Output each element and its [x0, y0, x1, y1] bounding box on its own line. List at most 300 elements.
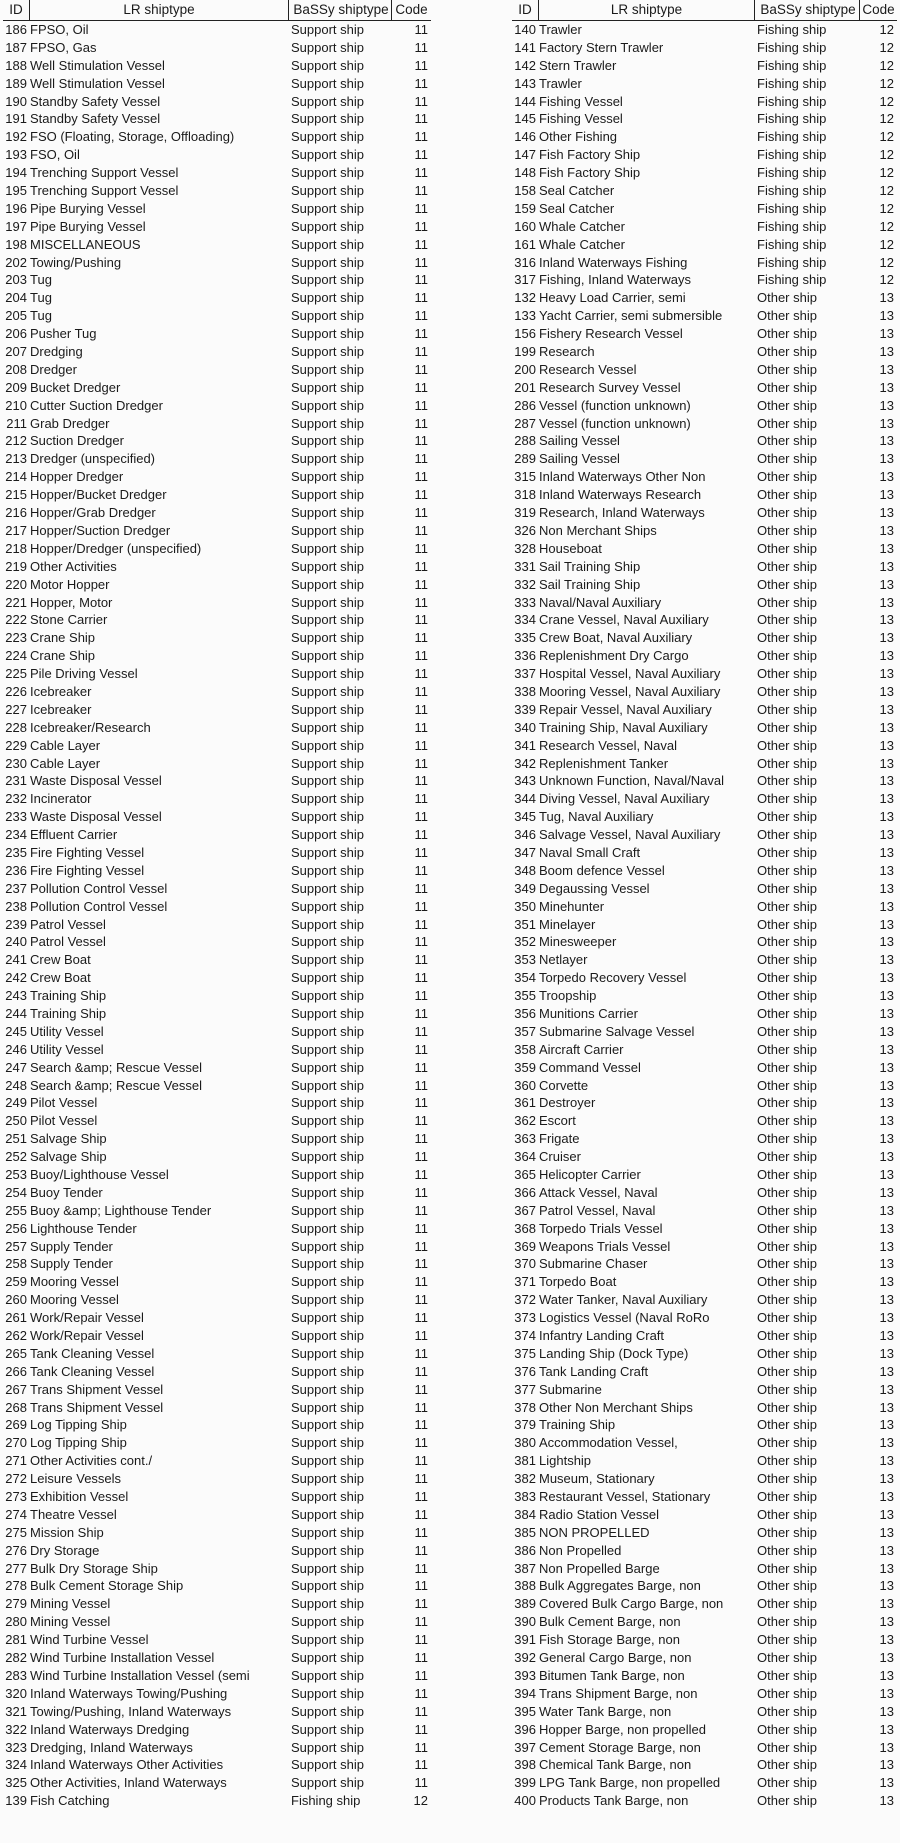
cell-lr-shiptype: Hopper/Dredger (unspecified) [30, 540, 202, 556]
table-row [3, 1381, 431, 1399]
cell-lr-shiptype: Fish Factory Ship [539, 147, 641, 163]
cell-code: 11 [414, 988, 428, 1004]
cell-bassy-shiptype: Support ship [291, 326, 364, 342]
table-row [512, 1488, 897, 1506]
cell-id: 391 [514, 1632, 536, 1648]
cell-bassy-shiptype: Other ship [757, 558, 817, 574]
cell-bassy-shiptype: Other ship [757, 1471, 817, 1487]
table-row [3, 432, 431, 450]
cell-bassy-shiptype: Other ship [757, 1650, 817, 1666]
cell-id: 139 [5, 1793, 27, 1809]
table-row [512, 1023, 897, 1041]
table-row [512, 1613, 897, 1631]
cell-id: 358 [514, 1041, 536, 1057]
cell-bassy-shiptype: Other ship [757, 970, 817, 986]
cell-lr-shiptype: Whale Catcher [539, 218, 625, 234]
cell-lr-shiptype: Mining Vessel [30, 1614, 111, 1630]
cell-bassy-shiptype: Support ship [291, 1184, 364, 1200]
cell-code: 13 [879, 451, 894, 467]
cell-lr-shiptype: Frigate [539, 1131, 580, 1147]
table-row [512, 432, 897, 450]
cell-id: 254 [5, 1184, 27, 1200]
table-row [512, 397, 897, 415]
cell-id: 382 [514, 1471, 536, 1487]
cell-id: 161 [514, 236, 536, 252]
cell-lr-shiptype: Water Tanker, Naval Auxiliary [539, 1292, 708, 1308]
cell-lr-shiptype: Crew Boat, Naval Auxiliary [539, 630, 693, 646]
cell-lr-shiptype: Fire Fighting Vessel [30, 844, 145, 860]
table-row [3, 1238, 431, 1256]
cell-bassy-shiptype: Support ship [291, 755, 364, 771]
cell-bassy-shiptype: Support ship [291, 1685, 364, 1701]
cell-lr-shiptype: Bulk Cement Storage Ship [30, 1578, 184, 1594]
cell-id: 199 [514, 344, 536, 360]
cell-code: 13 [879, 666, 894, 682]
cell-id: 355 [514, 988, 536, 1004]
cell-bassy-shiptype: Other ship [757, 988, 817, 1004]
cell-id: 335 [514, 630, 536, 646]
cell-id: 398 [514, 1757, 536, 1773]
cell-lr-shiptype: Vessel (function unknown) [539, 397, 691, 413]
cell-id: 394 [514, 1685, 536, 1701]
cell-id: 244 [5, 1005, 27, 1021]
cell-code: 13 [879, 308, 894, 324]
table-row [512, 361, 897, 379]
cell-code: 11 [414, 272, 428, 288]
cell-lr-shiptype: Munitions Carrier [539, 1005, 638, 1021]
cell-id: 232 [5, 791, 27, 807]
cell-lr-shiptype: Icebreaker/Research [30, 719, 151, 735]
cell-id: 265 [5, 1345, 27, 1361]
table-row [3, 1023, 431, 1041]
cell-lr-shiptype: FSO (Floating, Storage, Offloading) [30, 129, 235, 145]
cell-bassy-shiptype: Fishing ship [757, 129, 827, 145]
cell-id: 389 [514, 1596, 536, 1612]
cell-code: 13 [879, 1739, 894, 1755]
table-row [512, 1595, 897, 1613]
cell-code: 13 [879, 880, 894, 896]
cell-code: 13 [879, 916, 894, 932]
cell-code: 11 [414, 701, 428, 717]
cell-code: 11 [414, 469, 428, 485]
cell-id: 286 [514, 397, 536, 413]
cell-bassy-shiptype: Other ship [757, 433, 817, 449]
cell-lr-shiptype: Wind Turbine Installation Vessel (semi [30, 1667, 250, 1683]
cell-bassy-shiptype: Other ship [757, 612, 817, 628]
cell-bassy-shiptype: Other ship [757, 1202, 817, 1218]
cell-lr-shiptype: Other Activities [30, 558, 117, 574]
cell-code: 11 [414, 22, 428, 37]
cell-code: 11 [414, 487, 428, 503]
cell-bassy-shiptype: Support ship [291, 1220, 364, 1236]
header-lr-shiptype: LR shiptype [539, 0, 755, 20]
cell-code: 11 [414, 1292, 428, 1308]
header-id: ID [3, 0, 30, 20]
cell-id: 203 [5, 272, 27, 288]
cell-id: 385 [514, 1524, 536, 1540]
cell-id: 234 [5, 827, 27, 843]
cell-bassy-shiptype: Other ship [757, 344, 817, 360]
cell-lr-shiptype: Dredging [30, 344, 83, 360]
table-row [512, 75, 897, 93]
cell-code: 13 [879, 701, 894, 717]
cell-lr-shiptype: MISCELLANEOUS [30, 236, 141, 252]
table-row [3, 719, 431, 737]
cell-bassy-shiptype: Support ship [291, 1077, 364, 1093]
cell-lr-shiptype: Crew Boat [30, 952, 91, 968]
table-row [3, 128, 431, 146]
table-row [3, 1577, 431, 1595]
cell-id: 277 [5, 1560, 27, 1576]
cell-code: 13 [879, 1202, 894, 1218]
cell-code: 11 [414, 844, 428, 860]
cell-lr-shiptype: Waste Disposal Vessel [30, 809, 162, 825]
cell-code: 11 [414, 129, 428, 145]
cell-id: 345 [514, 809, 536, 825]
table-row [512, 325, 897, 343]
table-header [512, 0, 897, 21]
cell-lr-shiptype: Bulk Cement Barge, non [539, 1614, 681, 1630]
cell-id: 375 [514, 1345, 536, 1361]
cell-bassy-shiptype: Support ship [291, 630, 364, 646]
cell-bassy-shiptype: Other ship [757, 827, 817, 843]
cell-code: 12 [879, 75, 894, 91]
cell-bassy-shiptype: Other ship [757, 576, 817, 592]
table-row [512, 504, 897, 522]
table-row [3, 540, 431, 558]
ship-table-right [512, 0, 897, 1810]
cell-id: 192 [5, 129, 27, 145]
cell-code: 11 [414, 1435, 428, 1451]
cell-lr-shiptype: Towing/Pushing [30, 254, 122, 270]
cell-lr-shiptype: Dry Storage [30, 1542, 100, 1558]
table-row [3, 1363, 431, 1381]
cell-id: 371 [514, 1274, 536, 1290]
cell-code: 11 [414, 683, 428, 699]
table-row [512, 39, 897, 57]
cell-id: 210 [5, 397, 27, 413]
cell-code: 11 [414, 397, 428, 413]
cell-bassy-shiptype: Other ship [757, 1256, 817, 1272]
cell-lr-shiptype: Inland Waterways Dredging [30, 1721, 190, 1737]
cell-id: 243 [5, 988, 27, 1004]
cell-code: 11 [414, 522, 428, 538]
cell-lr-shiptype: Stern Trawler [539, 57, 617, 73]
cell-lr-shiptype: Leisure Vessels [30, 1471, 122, 1487]
cell-bassy-shiptype: Support ship [291, 183, 364, 199]
cell-id: 272 [5, 1471, 27, 1487]
cell-bassy-shiptype: Other ship [757, 1041, 817, 1057]
cell-lr-shiptype: Sailing Vessel [539, 433, 620, 449]
cell-bassy-shiptype: Support ship [291, 1041, 364, 1057]
cell-bassy-shiptype: Other ship [757, 1059, 817, 1075]
cell-bassy-shiptype: Fishing ship [291, 1793, 361, 1809]
cell-bassy-shiptype: Other ship [757, 934, 817, 950]
cell-code: 11 [414, 1650, 428, 1666]
table-row [512, 969, 897, 987]
cell-bassy-shiptype: Other ship [757, 1363, 817, 1379]
cell-lr-shiptype: Seal Catcher [539, 200, 615, 216]
cell-lr-shiptype: Hopper/Grab Dredger [30, 505, 156, 521]
table-row [3, 218, 431, 236]
cell-bassy-shiptype: Fishing ship [757, 93, 827, 109]
cell-lr-shiptype: Bitumen Tank Barge, non [539, 1667, 685, 1683]
cell-code: 13 [879, 469, 894, 485]
cell-id: 158 [514, 183, 536, 199]
table-row [3, 1739, 431, 1757]
cell-bassy-shiptype: Other ship [757, 290, 817, 306]
cell-id: 346 [514, 827, 536, 843]
cell-code: 13 [879, 1596, 894, 1612]
cell-lr-shiptype: Diving Vessel, Naval Auxiliary [539, 791, 710, 807]
cell-bassy-shiptype: Other ship [757, 540, 817, 556]
cell-code: 11 [414, 254, 428, 270]
cell-id: 256 [5, 1220, 27, 1236]
cell-bassy-shiptype: Other ship [757, 1238, 817, 1254]
cell-lr-shiptype: Other Fishing [539, 129, 618, 145]
cell-bassy-shiptype: Other ship [757, 737, 817, 753]
cell-bassy-shiptype: Support ship [291, 827, 364, 843]
table-row [3, 1112, 431, 1130]
cell-code: 11 [414, 1023, 428, 1039]
table-row [512, 1255, 897, 1273]
table-row [512, 629, 897, 647]
cell-code: 13 [879, 1453, 894, 1469]
table-row [512, 1041, 897, 1059]
table-row [512, 415, 897, 433]
cell-lr-shiptype: Helicopter Carrier [539, 1167, 641, 1182]
cell-bassy-shiptype: Support ship [291, 147, 364, 163]
cell-code: 11 [414, 1614, 428, 1630]
table-row [3, 1631, 431, 1649]
cell-lr-shiptype: Crane Vessel, Naval Auxiliary [539, 612, 709, 628]
cell-code: 11 [414, 612, 428, 628]
cell-code: 13 [879, 397, 894, 413]
cell-code: 11 [414, 809, 428, 825]
cell-bassy-shiptype: Fishing ship [757, 183, 827, 199]
cell-id: 322 [5, 1721, 27, 1737]
cell-id: 215 [5, 487, 27, 503]
cell-bassy-shiptype: Fishing ship [757, 147, 827, 163]
cell-id: 246 [5, 1041, 27, 1057]
cell-bassy-shiptype: Other ship [757, 1739, 817, 1755]
cell-bassy-shiptype: Other ship [757, 326, 817, 342]
cell-code: 11 [414, 1095, 428, 1111]
cell-lr-shiptype: Whale Catcher [539, 236, 625, 252]
cell-id: 318 [514, 487, 536, 503]
cell-bassy-shiptype: Support ship [291, 1167, 364, 1182]
cell-id: 224 [5, 648, 27, 664]
cell-code: 11 [414, 1238, 428, 1254]
table-row [512, 1184, 897, 1202]
cell-id: 359 [514, 1059, 536, 1075]
cell-code: 11 [414, 1667, 428, 1683]
cell-bassy-shiptype: Other ship [757, 1542, 817, 1558]
cell-id: 204 [5, 290, 27, 306]
cell-bassy-shiptype: Support ship [291, 1005, 364, 1021]
cell-id: 351 [514, 916, 536, 932]
cell-lr-shiptype: Pipe Burying Vessel [30, 218, 146, 234]
table-row [512, 450, 897, 468]
cell-id: 377 [514, 1381, 536, 1397]
table-row [3, 504, 431, 522]
cell-bassy-shiptype: Support ship [291, 1739, 364, 1755]
table-row [3, 665, 431, 683]
cell-id: 336 [514, 648, 536, 664]
cell-lr-shiptype: Naval Small Craft [539, 844, 641, 860]
cell-lr-shiptype: Salvage Ship [30, 1149, 107, 1165]
table-row [512, 1399, 897, 1417]
table-row [3, 1470, 431, 1488]
cell-id: 324 [5, 1757, 27, 1773]
cell-code: 11 [414, 93, 428, 109]
table-row [512, 701, 897, 719]
table-row [3, 1488, 431, 1506]
cell-lr-shiptype: Sailing Vessel [539, 451, 620, 467]
cell-code: 11 [414, 1757, 428, 1773]
cell-lr-shiptype: Mission Ship [30, 1524, 104, 1540]
cell-code: 11 [414, 308, 428, 324]
cell-id: 160 [514, 218, 536, 234]
table-row [512, 1506, 897, 1524]
cell-code: 13 [879, 1292, 894, 1308]
cell-lr-shiptype: Replenishment Dry Cargo [539, 648, 689, 664]
table-row [3, 1649, 431, 1667]
table-row [3, 594, 431, 612]
cell-bassy-shiptype: Support ship [291, 1095, 364, 1111]
cell-id: 231 [5, 773, 27, 789]
cell-id: 333 [514, 594, 536, 610]
table-row [512, 343, 897, 361]
cell-bassy-shiptype: Support ship [291, 1435, 364, 1451]
table-row [512, 558, 897, 576]
cell-lr-shiptype: Seal Catcher [539, 183, 615, 199]
cell-lr-shiptype: Heavy Load Carrier, semi [539, 290, 686, 306]
cell-lr-shiptype: Fire Fighting Vessel [30, 862, 145, 878]
cell-code: 11 [414, 916, 428, 932]
cell-id: 282 [5, 1650, 27, 1666]
cell-bassy-shiptype: Other ship [757, 1131, 817, 1147]
cell-bassy-shiptype: Support ship [291, 290, 364, 306]
cell-lr-shiptype: Troopship [539, 988, 597, 1004]
cell-lr-shiptype: Suction Dredger [30, 433, 124, 449]
cell-id: 266 [5, 1363, 27, 1379]
cell-code: 12 [879, 22, 894, 37]
cell-id: 142 [514, 57, 536, 73]
cell-code: 11 [414, 344, 428, 360]
cell-code: 13 [879, 1381, 894, 1397]
table-row [512, 1416, 897, 1434]
cell-bassy-shiptype: Support ship [291, 1650, 364, 1666]
cell-bassy-shiptype: Support ship [291, 469, 364, 485]
cell-id: 255 [5, 1202, 27, 1218]
cell-lr-shiptype: Naval/Naval Auxiliary [539, 594, 662, 610]
ship-table-left [3, 0, 431, 1810]
cell-lr-shiptype: Command Vessel [539, 1059, 641, 1075]
cell-id: 325 [5, 1775, 27, 1791]
cell-lr-shiptype: Buoy/Lighthouse Vessel [30, 1167, 169, 1182]
cell-code: 11 [414, 1041, 428, 1057]
cell-code: 11 [414, 755, 428, 771]
table-row [3, 1166, 431, 1184]
cell-bassy-shiptype: Fishing ship [757, 22, 827, 37]
cell-bassy-shiptype: Support ship [291, 1113, 364, 1129]
table-row [3, 289, 431, 307]
table-row [512, 1291, 897, 1309]
cell-code: 13 [879, 970, 894, 986]
cell-code: 13 [879, 1220, 894, 1236]
cell-code: 11 [414, 1506, 428, 1522]
table-row [3, 1148, 431, 1166]
cell-id: 328 [514, 540, 536, 556]
table-row [512, 1649, 897, 1667]
cell-id: 339 [514, 701, 536, 717]
cell-bassy-shiptype: Support ship [291, 1453, 364, 1469]
cell-bassy-shiptype: Support ship [291, 1023, 364, 1039]
cell-bassy-shiptype: Support ship [291, 1256, 364, 1272]
cell-bassy-shiptype: Other ship [757, 719, 817, 735]
cell-id: 362 [514, 1113, 536, 1129]
table-row [512, 164, 897, 182]
cell-id: 364 [514, 1149, 536, 1165]
cell-code: 13 [879, 1632, 894, 1648]
table-row [512, 1345, 897, 1363]
cell-code: 11 [414, 719, 428, 735]
table-row [512, 790, 897, 808]
table-row [3, 1202, 431, 1220]
cell-lr-shiptype: Incinerator [30, 791, 92, 807]
cell-code: 11 [414, 326, 428, 342]
cell-lr-shiptype: Museum, Stationary [539, 1471, 655, 1487]
cell-lr-shiptype: Logistics Vessel (Naval RoRo [539, 1310, 710, 1326]
cell-lr-shiptype: Trawler [539, 22, 582, 37]
cell-code: 13 [879, 379, 894, 395]
cell-id: 239 [5, 916, 27, 932]
cell-code: 13 [879, 1506, 894, 1522]
cell-code: 11 [414, 200, 428, 216]
cell-lr-shiptype: Trenching Support Vessel [30, 183, 179, 199]
cell-id: 386 [514, 1542, 536, 1558]
cell-code: 11 [414, 379, 428, 395]
cell-id: 193 [5, 147, 27, 163]
cell-bassy-shiptype: Support ship [291, 272, 364, 288]
cell-id: 208 [5, 361, 27, 377]
cell-code: 13 [879, 1775, 894, 1791]
cell-id: 289 [514, 451, 536, 467]
cell-id: 274 [5, 1506, 27, 1522]
table-row [512, 540, 897, 558]
cell-lr-shiptype: Mooring Vessel [30, 1274, 119, 1290]
cell-lr-shiptype: Tug [30, 272, 52, 288]
cell-code: 11 [414, 1685, 428, 1701]
cell-bassy-shiptype: Other ship [757, 1167, 817, 1182]
cell-bassy-shiptype: Fishing ship [757, 272, 827, 288]
cell-code: 12 [879, 93, 894, 109]
cell-lr-shiptype: Trans Shipment Vessel [30, 1399, 164, 1415]
table-row [3, 701, 431, 719]
table-row [512, 1739, 897, 1757]
table-row [3, 1399, 431, 1417]
table-row [512, 1130, 897, 1148]
cell-id: 392 [514, 1650, 536, 1666]
cell-lr-shiptype: Fishery Research Vessel [539, 326, 683, 342]
cell-lr-shiptype: Tug, Naval Auxiliary [539, 809, 654, 825]
table-row [512, 289, 897, 307]
cell-id: 279 [5, 1596, 27, 1612]
cell-lr-shiptype: Radio Station Vessel [539, 1506, 659, 1522]
cell-bassy-shiptype: Other ship [757, 630, 817, 646]
cell-lr-shiptype: Chemical Tank Barge, non [539, 1757, 692, 1773]
